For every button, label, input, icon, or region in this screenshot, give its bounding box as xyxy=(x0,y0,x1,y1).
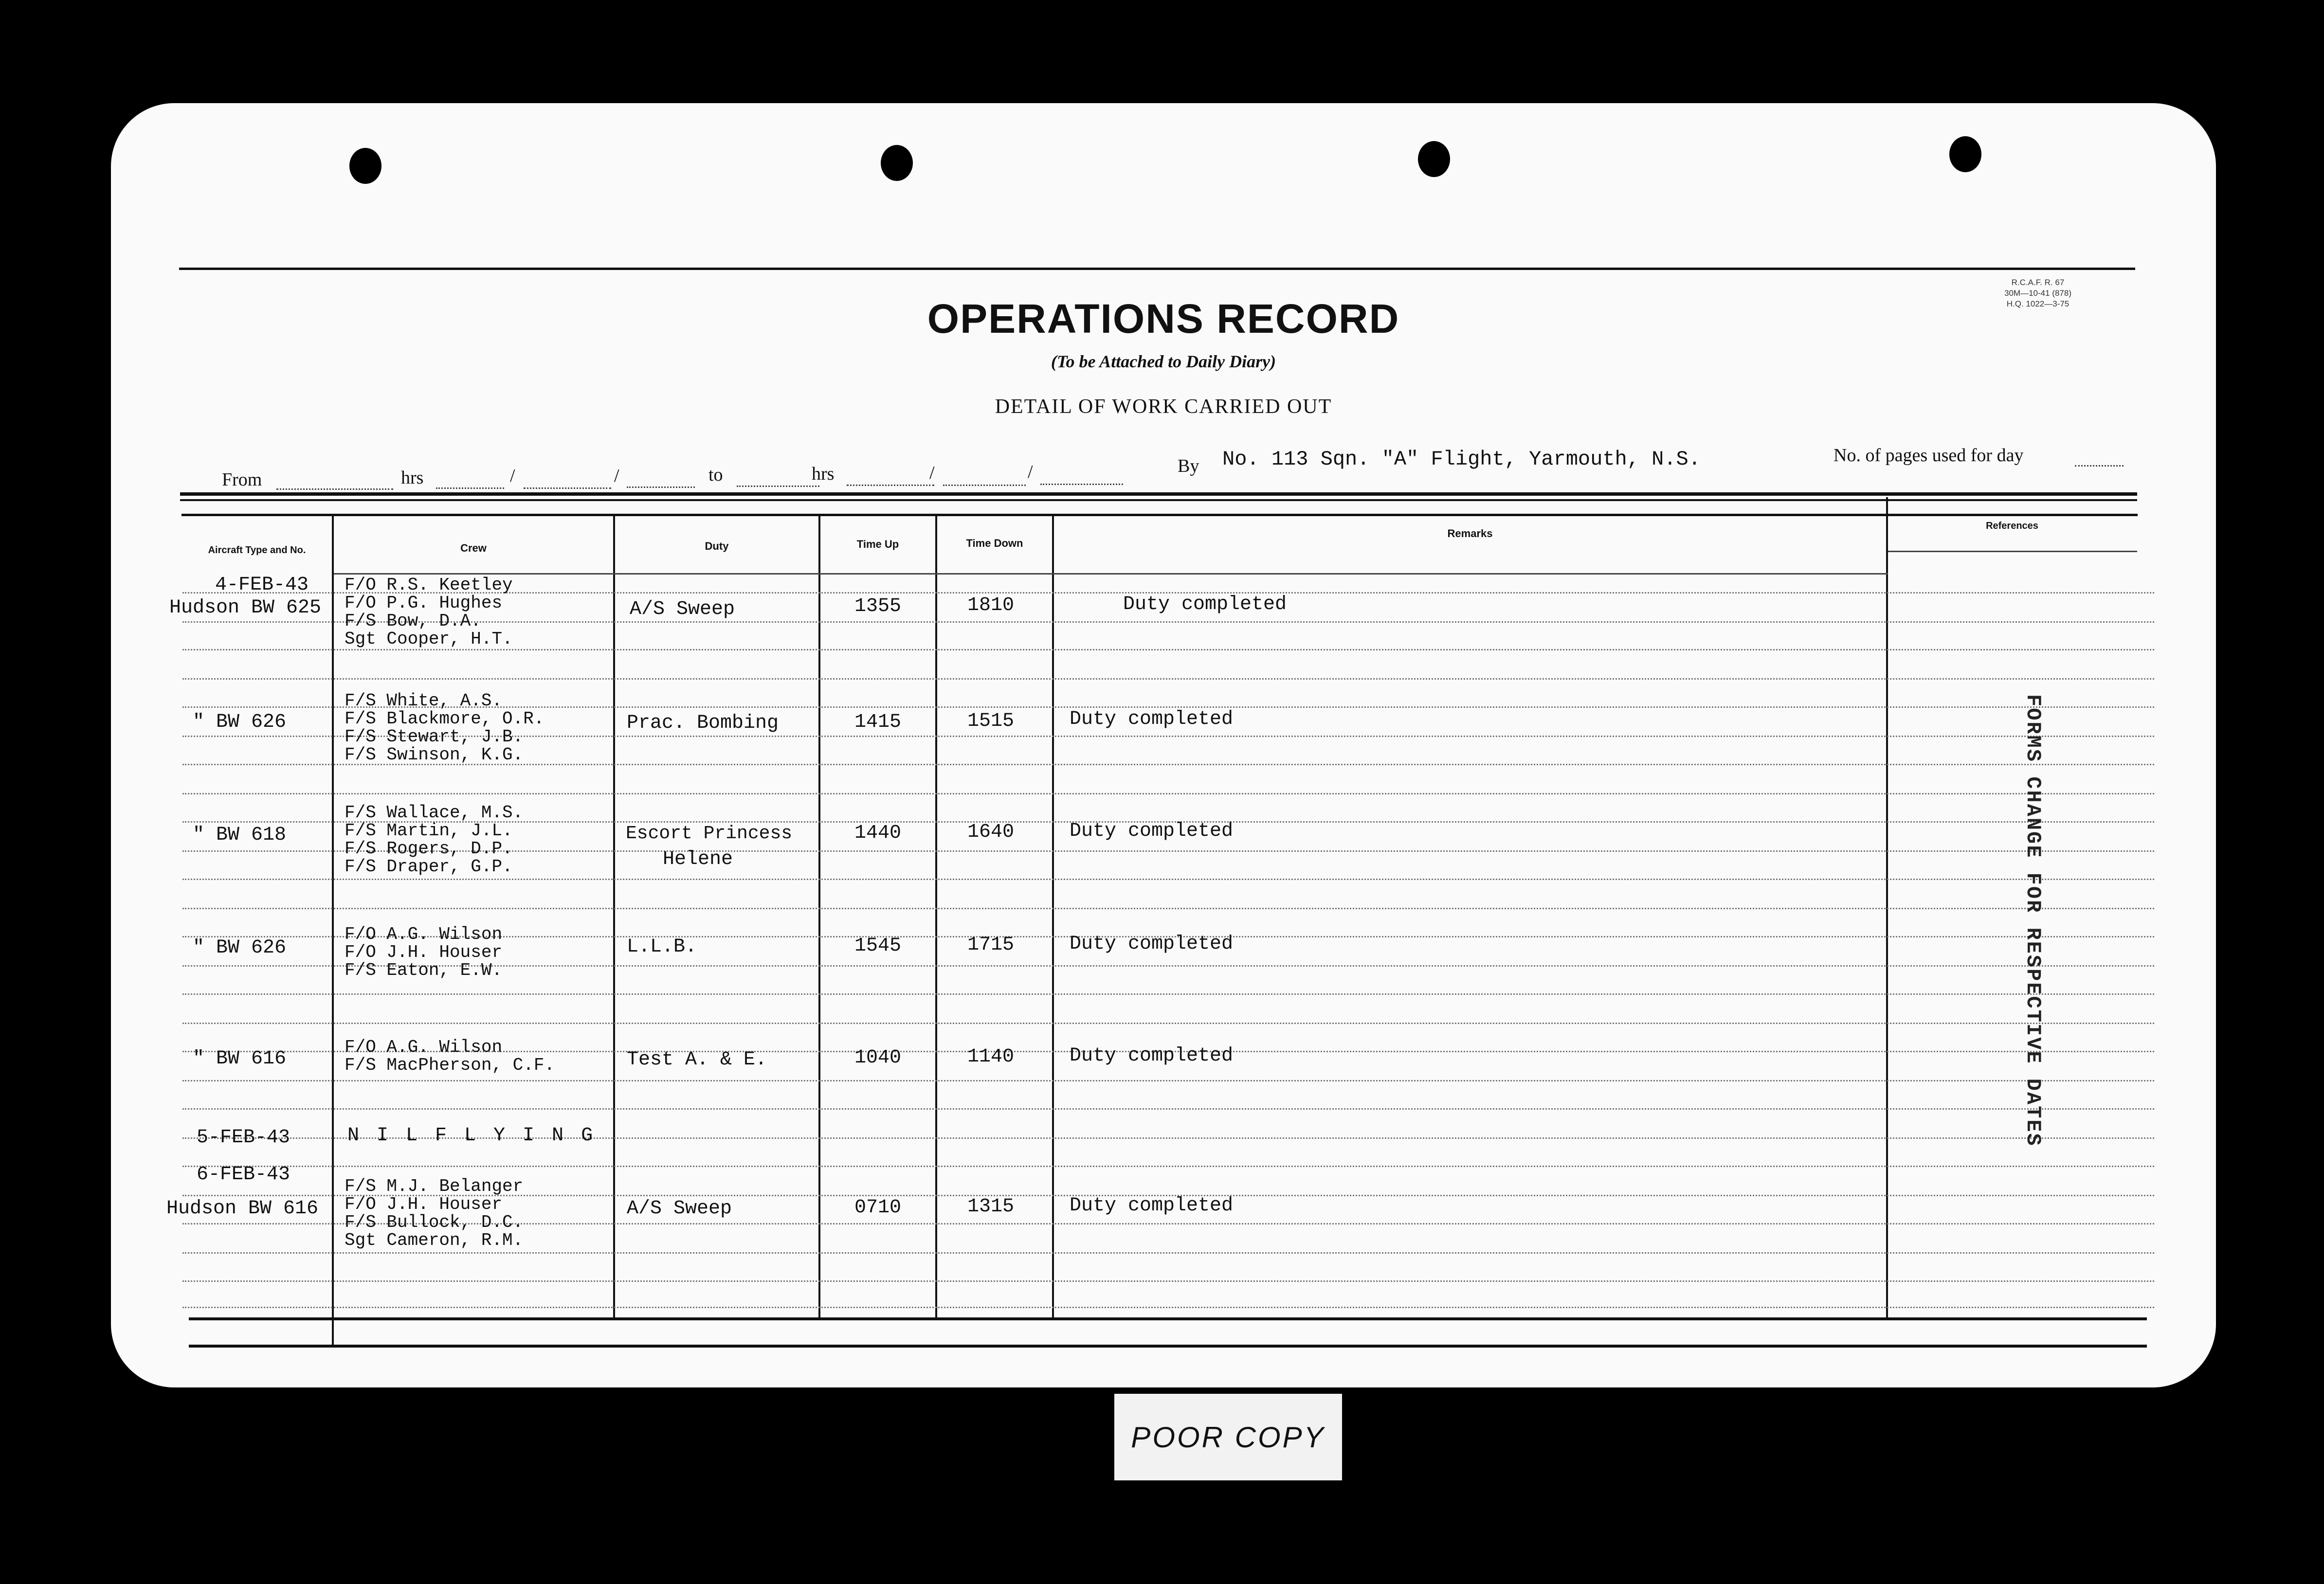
time-up: 1545 xyxy=(854,935,902,957)
form-subtitle: (To be Attached to Daily Diary) xyxy=(1051,352,1276,371)
header-crew: Crew xyxy=(460,542,487,554)
ruled-line xyxy=(182,1023,2154,1024)
aircraft-date: 5-FEB-43 xyxy=(197,1127,290,1149)
crew-list xyxy=(345,1038,555,1074)
date-blank xyxy=(847,485,934,486)
from-blank xyxy=(276,488,393,490)
crew-list xyxy=(345,1177,523,1249)
crew-member: F/S Wallace, M.S. xyxy=(345,803,524,823)
duty-continued: Helene xyxy=(663,848,733,870)
crew-member: F/O A.G. Wilson xyxy=(345,1037,503,1057)
time-down: 1640 xyxy=(967,821,1015,843)
duty: A/S Sweep xyxy=(627,1198,732,1220)
form-code-line: R.C.A.F. R. 67 xyxy=(2011,278,2065,287)
by-label: By xyxy=(1178,456,1199,476)
crew-member: F/S Blackmore, O.R. xyxy=(345,709,545,729)
header-sub-rule xyxy=(1888,551,2137,552)
crew-member: F/S Bow, D.A. xyxy=(345,611,481,631)
aircraft-id: " BW 616 xyxy=(193,1048,287,1070)
crew-member: F/O J.H. Houser xyxy=(345,1194,503,1214)
duty: Test A. & E. xyxy=(627,1049,767,1071)
date-blank xyxy=(627,486,695,488)
duty: L.L.B. xyxy=(627,936,697,958)
record-card xyxy=(111,103,2216,1387)
crew-member: F/S Swinson, K.G. xyxy=(345,745,524,765)
table-top-rule xyxy=(180,499,2137,501)
form-code-line: H.Q. 1022—3-75 xyxy=(2006,299,2070,308)
to-label: to xyxy=(708,465,723,485)
crew-member: F/O J.H. Houser xyxy=(345,942,503,962)
crew-member: N I L F L Y I N G xyxy=(347,1125,596,1147)
time-up: 1415 xyxy=(854,711,902,733)
col-divider xyxy=(613,515,615,1317)
ruled-line xyxy=(182,993,2154,995)
time-up: 1040 xyxy=(854,1047,902,1069)
time-down: 1140 xyxy=(967,1046,1015,1068)
date-slash: / xyxy=(1028,462,1033,482)
aircraft-date: 6-FEB-43 xyxy=(197,1164,290,1186)
date-blank xyxy=(943,485,1026,486)
col-divider xyxy=(935,515,937,1317)
aircraft-id: " BW 618 xyxy=(193,824,287,846)
crew-member: F/S Draper, G.P. xyxy=(345,857,513,877)
crew-member: F/O P.G. Hughes xyxy=(345,593,503,613)
col-divider xyxy=(818,515,820,1317)
to-blank xyxy=(737,486,819,487)
form-heading: DETAIL OF WORK CARRIED OUT xyxy=(995,396,1332,418)
header-sub-rule xyxy=(334,573,1888,575)
crew-list xyxy=(345,804,523,876)
pages-blank xyxy=(2075,465,2124,467)
remarks: Duty completed xyxy=(1070,1195,1234,1217)
table-top-rule xyxy=(180,492,2137,496)
date-blank xyxy=(524,487,611,489)
crew-list xyxy=(345,925,502,979)
punch-hole xyxy=(1418,141,1450,177)
crew-member: F/S Eaton, E.W. xyxy=(345,960,503,980)
hrs-label: hrs xyxy=(812,464,835,484)
time-down: 1515 xyxy=(967,710,1015,732)
time-down: 1810 xyxy=(967,594,1015,616)
col-divider xyxy=(1052,515,1054,1317)
ruled-line xyxy=(182,1166,2154,1167)
crew-member: F/S Martin, J.L. xyxy=(345,821,513,841)
remarks: Duty completed xyxy=(1070,820,1234,842)
crew-member: F/S Stewart, J.B. xyxy=(345,727,524,747)
crew-member: F/S White, A.S. xyxy=(345,691,503,711)
header-references: References xyxy=(1986,521,2038,531)
poor-copy-label: POOR COPY xyxy=(1114,1394,1342,1480)
punch-hole xyxy=(1949,136,1981,172)
crew-member: F/S Bullock, D.C. xyxy=(345,1212,524,1232)
duty: Prac. Bombing xyxy=(627,712,779,734)
crew-list xyxy=(345,576,513,648)
crew-member: F/S MacPherson, C.F. xyxy=(345,1055,555,1075)
table-bottom-rule xyxy=(189,1345,2147,1348)
ruled-line xyxy=(182,1252,2154,1254)
time-down: 1715 xyxy=(967,934,1015,956)
header-aircraft: Aircraft Type and No. xyxy=(208,545,306,556)
remarks: Duty completed xyxy=(1070,708,1234,730)
aircraft-date: 4-FEB-43 xyxy=(215,574,309,596)
col-divider xyxy=(332,515,334,1347)
date-blank xyxy=(1040,484,1123,485)
crew-member: Sgt Cooper, H.T. xyxy=(345,629,513,649)
references-stamp: FORMS CHANGE FOR RESPECTIVE DATES xyxy=(2021,694,2045,1147)
aircraft-id: " BW 626 xyxy=(193,937,287,959)
ruled-line xyxy=(182,793,2154,794)
header-rule xyxy=(182,514,2138,516)
ruled-line xyxy=(182,1307,2154,1308)
date-slash: / xyxy=(510,466,515,486)
from-label: From xyxy=(222,469,262,490)
punch-hole xyxy=(881,145,913,181)
header-remarks: Remarks xyxy=(1447,527,1493,540)
time-up: 1440 xyxy=(854,822,902,844)
aircraft-id: Hudson BW 625 xyxy=(169,597,322,619)
top-rule xyxy=(179,268,2135,270)
table-bottom-rule xyxy=(189,1317,2147,1320)
crew-member: F/O R.S. Keetley xyxy=(345,575,513,595)
ruled-line xyxy=(182,879,2154,880)
remarks: Duty completed xyxy=(1070,933,1234,955)
hrs-label: hrs xyxy=(401,468,424,488)
ruled-line xyxy=(182,908,2154,909)
form-code-line: 30M—10-41 (878) xyxy=(2004,288,2071,298)
time-up: 0710 xyxy=(854,1197,902,1219)
aircraft-id: " BW 626 xyxy=(193,711,287,733)
crew-list xyxy=(347,1127,596,1145)
remarks: Duty completed xyxy=(1070,1045,1234,1067)
date-slash: / xyxy=(929,463,935,483)
header-time-down: Time Down xyxy=(966,537,1023,549)
time-up: 1355 xyxy=(854,595,902,617)
header-time-up: Time Up xyxy=(856,538,899,550)
ruled-line xyxy=(182,1108,2154,1110)
form-title: OPERATIONS RECORD xyxy=(927,296,1400,342)
aircraft-id: Hudson BW 616 xyxy=(166,1198,319,1220)
crew-member: F/O A.G. Wilson xyxy=(345,924,503,944)
ruled-line xyxy=(182,1280,2154,1282)
crew-member: Sgt Cameron, R.M. xyxy=(345,1230,524,1250)
crew-list xyxy=(345,692,544,764)
ruled-line xyxy=(182,678,2154,680)
date-blank xyxy=(436,487,504,489)
header-duty: Duty xyxy=(705,540,729,552)
ruled-line xyxy=(182,649,2154,650)
pages-label: No. of pages used for day xyxy=(1834,445,2024,466)
punch-hole xyxy=(349,148,381,184)
duty: Escort Princess xyxy=(626,823,793,844)
duty: A/S Sweep xyxy=(630,598,735,620)
ruled-line xyxy=(182,1080,2154,1081)
crew-member: F/S M.J. Belanger xyxy=(345,1176,524,1196)
crew-member: F/S Rogers, D.P. xyxy=(345,839,513,859)
remarks: Duty completed xyxy=(1123,594,1287,615)
time-down: 1315 xyxy=(967,1196,1015,1218)
unit-name: No. 113 Sqn. "A" Flight, Yarmouth, N.S. xyxy=(1222,448,1701,471)
date-slash: / xyxy=(614,466,619,486)
